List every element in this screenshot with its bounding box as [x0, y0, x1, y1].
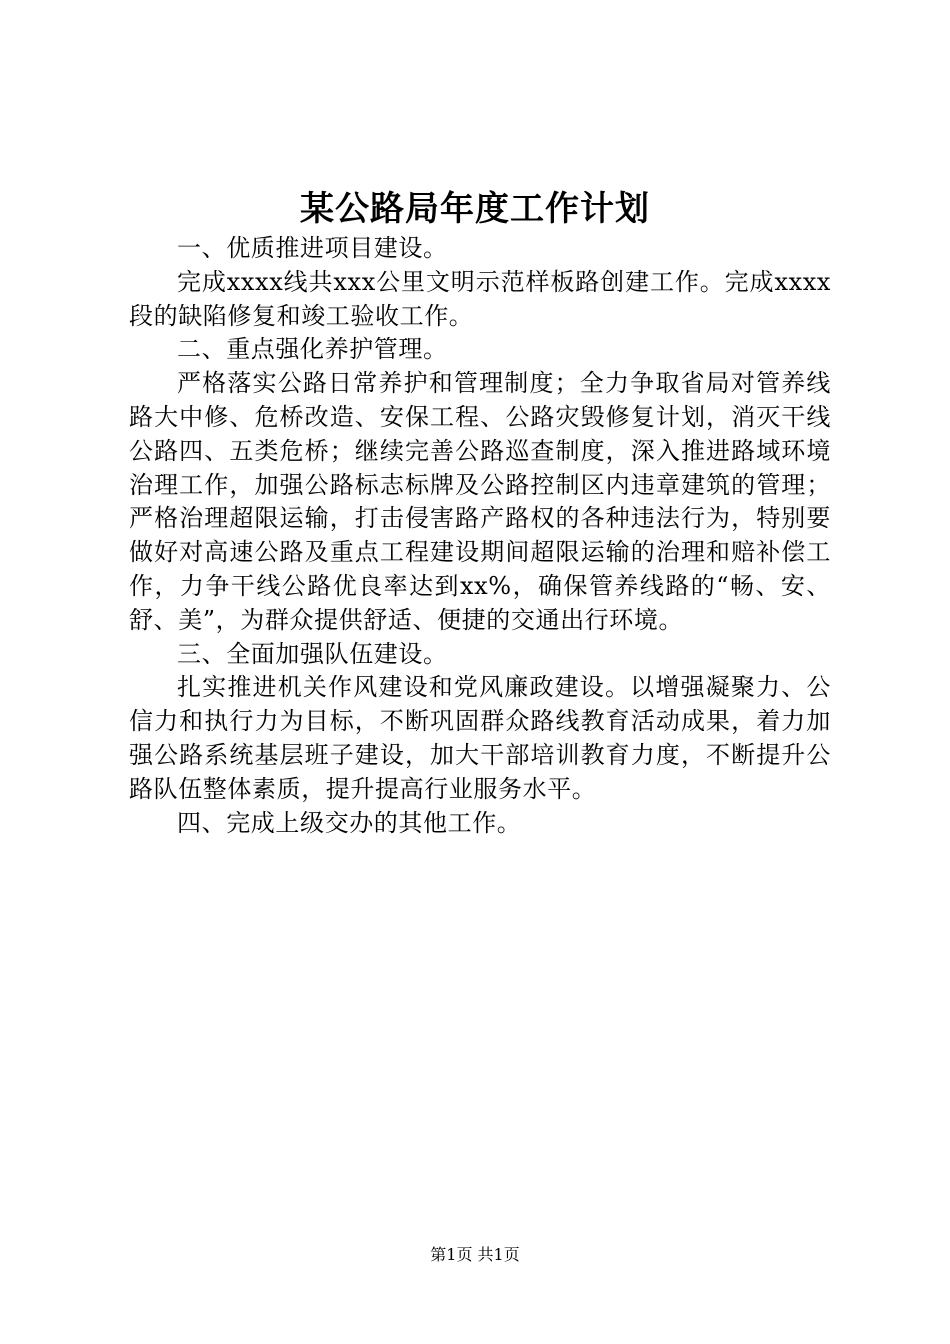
page-footer: 第1页 共1页: [430, 1245, 520, 1264]
section-heading-2: 二、重点强化养护管理。: [177, 335, 448, 364]
document-body: [129, 232, 831, 840]
document-title: 某公路局年度工作计划: [300, 189, 650, 229]
section-heading-4: 四、完成上级交办的其他工作。: [177, 808, 522, 837]
section-paragraph-3: 扎实推进机关作风建设和党风廉政建设。以增强凝聚力、公信力和执行力为目标，不断巩固群众路线教育活动成果，着力加强公路系统基层班子建设，加大干部培训教育力度，不断提升公路队伍整体素质，提升提高行业服务水平。: [129, 673, 831, 803]
section-heading-3: 三、全面加强队伍建设。: [177, 639, 448, 668]
section-paragraph-2: 严格落实公路日常养护和管理制度；全力争取省局对管养线路大中修、危桥改造、安保工程、公路灾毁修复计划，消灭干线公路四、五类危桥；继续完善公路巡查制度，深入推进路域环境治理工作，加强公路标志标牌及公路控制区内违章建筑的管理；严格治理超限运输，打击侵害路产路权的各种违法行为，特别要做好对高速公路及重点工程建设期间超限运输的治理和赔补偿工作，力争干线公路优良率达到xx%，确保管养线路的“畅、安、舒、美”，为群众提供舒适、便捷的交通出行环境。: [129, 369, 831, 634]
section-heading-1: 一、优质推进项目建设。: [177, 234, 448, 262]
section-paragraph-1: 完成xxxx线共xxx公里文明示范样板路创建工作。完成xxxx段的缺陷修复和竣工验收工作。: [129, 267, 831, 330]
